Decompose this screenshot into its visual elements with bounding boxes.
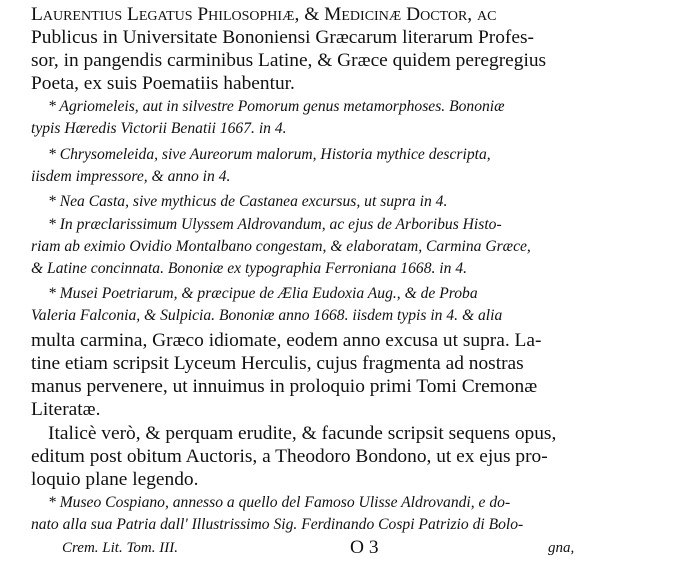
- body-line: Literatæ.: [31, 399, 101, 420]
- entry-line: iisdem impressore, & anno in 4.: [31, 168, 231, 185]
- body-line: tine etiam scripsit Lyceum Herculis, cujus fragmenta ad nostras: [31, 353, 524, 374]
- body-line: sor, in pangendis carminibus Latine, & Græce quidem peregregius: [31, 50, 547, 71]
- catchword: gna,: [548, 540, 575, 556]
- body-line: manus pervenere, ut innuimus in proloquio primi Tomi Cremonæ: [31, 376, 538, 397]
- body-line: editum post obitum Auctoris, a Theodoro Bondono, ut ex ejus pro-: [31, 446, 548, 467]
- entry-line: * Agriomeleis, aut in silvestre Pomorum genus metamorphoses. Bononiæ: [48, 98, 505, 115]
- body-line: Publicus in Universitate Bononiensi Græcarum literarum Profes-: [31, 27, 534, 48]
- entry-line: & Latine concinnata. Bononiæ ex typographia Ferroniana 1668. in 4.: [31, 260, 468, 277]
- entry-line: * Chrysomeleida, sive Aureorum malorum, Historia mythice descripta,: [48, 146, 491, 163]
- entry-line: * In præclarissimum Ulyssem Aldrovandum, ac ejus de Arboribus Histo-: [48, 216, 502, 233]
- entry-line: riam ab eximio Ovidio Montalbano congestam, & elaboratam, Carmina Græce,: [31, 238, 531, 255]
- signature-mark: O 3: [350, 537, 379, 558]
- body-line: multa carmina, Græco idiomate, eodem anno excusa ut supra. La-: [31, 330, 542, 351]
- body-line: Laurentius Legatus Philosophiæ, & Medicinæ Doctor, ac: [31, 4, 497, 25]
- body-line: Italicè verò, & perquam erudite, & facunde scripsit sequens opus,: [48, 423, 557, 444]
- entry-line: * Nea Casta, sive mythicus de Castanea excursus, ut supra in 4.: [48, 193, 448, 210]
- entry-line: * Museo Cospiano, annesso a quello del Famoso Ulisse Aldrovandi, e do-: [48, 494, 511, 511]
- body-line: Poeta, ex suis Poematiis habentur.: [31, 73, 295, 94]
- signature-line: Crem. Lit. Tom. III.: [62, 540, 178, 556]
- entry-line: nato alla sua Patria dall' Illustrissimo Sig. Ferdinando Cospi Patrizio di Bolo-: [31, 516, 524, 533]
- entry-line: typis Hæredis Victorii Benatii 1667. in 4.: [31, 120, 287, 137]
- entry-line: * Musei Poetriarum, & præcipue de Ælia Eudoxia Aug., & de Proba: [48, 285, 478, 302]
- body-line: loquio plane legendo.: [31, 469, 199, 490]
- entry-line: Valeria Falconia, & Sulpicia. Bononiæ anno 1668. iisdem typis in 4. & alia: [31, 307, 503, 324]
